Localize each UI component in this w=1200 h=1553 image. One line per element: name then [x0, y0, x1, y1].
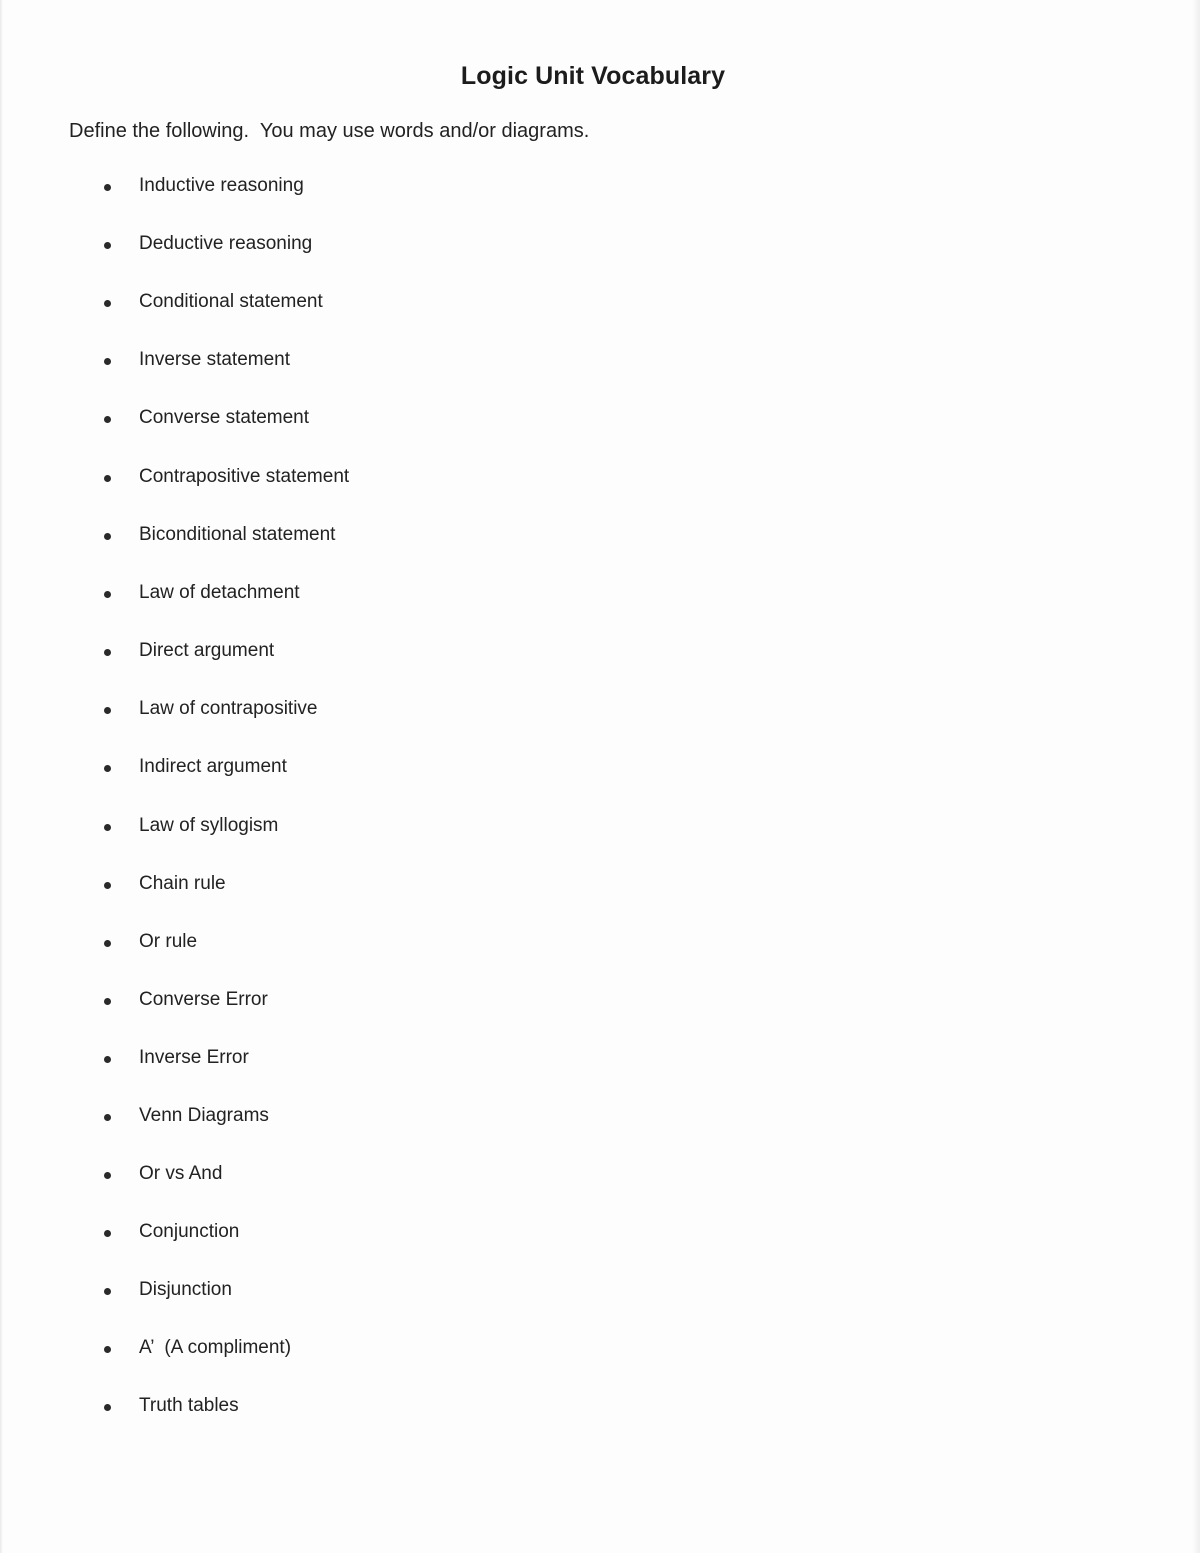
scan-edge-right: [1192, 0, 1200, 1553]
list-item: [0, 987, 700, 1017]
bullet-icon: [104, 184, 111, 191]
bullet-icon: [104, 882, 111, 889]
list-item: [0, 1161, 700, 1191]
bullet-icon: [104, 1346, 111, 1353]
bullet-icon: [104, 707, 111, 714]
bullet-icon: [104, 765, 111, 772]
list-item: [0, 1103, 700, 1133]
list-item: [0, 522, 700, 552]
bullet-icon: [104, 1172, 111, 1179]
term-text: Conjunction: [139, 1221, 240, 1242]
term-text: Disjunction: [139, 1279, 232, 1300]
term-text: Or vs And: [139, 1163, 223, 1184]
term-text: A’ (A compliment): [139, 1337, 292, 1358]
term-text: Converse statement: [139, 407, 310, 428]
list-item: [0, 231, 700, 261]
list-item: [0, 929, 700, 959]
term-text: Inverse statement: [139, 349, 291, 370]
list-item: [0, 464, 700, 494]
term-text: Venn Diagrams: [139, 1105, 269, 1126]
term-text: Indirect argument: [139, 756, 287, 777]
term-text: Biconditional statement: [139, 524, 336, 545]
bullet-icon: [104, 300, 111, 307]
term-text: Law of syllogism: [139, 815, 279, 836]
list-item: [0, 871, 700, 901]
term-text: Truth tables: [139, 1395, 239, 1416]
bullet-icon: [104, 475, 111, 482]
bullet-icon: [104, 533, 111, 540]
list-item: [0, 754, 700, 784]
bullet-icon: [104, 1288, 111, 1295]
list-item: [0, 289, 700, 319]
term-text: Conditional statement: [139, 291, 323, 312]
term-text: Or rule: [139, 931, 198, 952]
bullet-icon: [104, 940, 111, 947]
instructions-text: Define the following. You may use words and/or diagrams.: [69, 120, 590, 142]
bullet-icon: [104, 649, 111, 656]
term-text: Law of contrapositive: [139, 698, 318, 719]
bullet-icon: [104, 242, 111, 249]
bullet-icon: [104, 824, 111, 831]
term-text: Chain rule: [139, 873, 226, 894]
list-item: [0, 1335, 700, 1365]
bullet-icon: [104, 1230, 111, 1237]
term-text: Law of detachment: [139, 582, 300, 603]
bullet-icon: [104, 358, 111, 365]
bullet-icon: [104, 591, 111, 598]
list-item: [0, 638, 700, 668]
bullet-icon: [104, 1056, 111, 1063]
list-item: [0, 696, 700, 726]
bullet-icon: [104, 1114, 111, 1121]
term-text: Direct argument: [139, 640, 275, 661]
list-item: [0, 813, 700, 843]
term-text: Converse Error: [139, 989, 268, 1010]
term-text: Inductive reasoning: [139, 175, 304, 196]
term-text: Deductive reasoning: [139, 233, 313, 254]
list-item: [0, 1277, 700, 1307]
bullet-icon: [104, 416, 111, 423]
page-title: Logic Unit Vocabulary: [460, 62, 726, 90]
term-text: Inverse Error: [139, 1047, 249, 1068]
list-item: [0, 405, 700, 435]
bullet-icon: [104, 998, 111, 1005]
list-item: [0, 173, 700, 203]
list-item: [0, 1219, 700, 1249]
list-item: [0, 1045, 700, 1075]
list-item: [0, 1393, 700, 1423]
bullet-icon: [104, 1404, 111, 1411]
term-text: Contrapositive statement: [139, 466, 350, 487]
list-item: [0, 347, 700, 377]
list-item: [0, 580, 700, 610]
